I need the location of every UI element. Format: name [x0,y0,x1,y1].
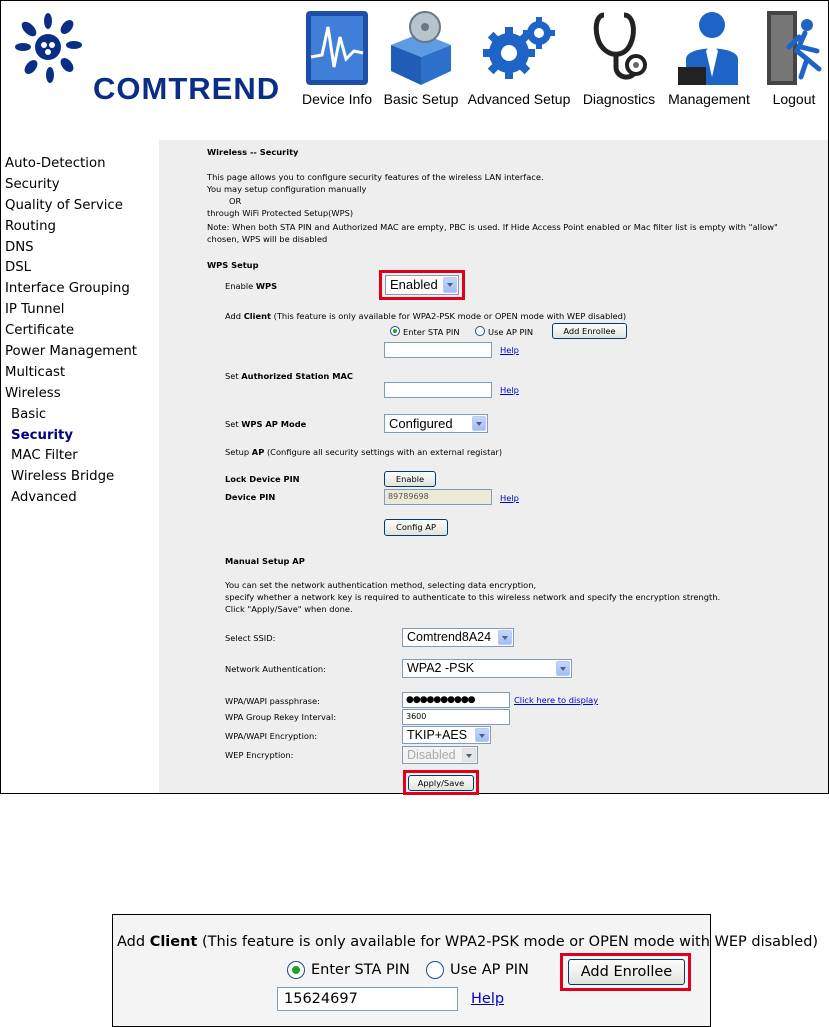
nav-label: Management [668,91,750,107]
wep-encryption-label: WEP Encryption: [225,750,294,760]
sidebar-item-quality-of-service[interactable]: Quality of Service [5,197,123,213]
zoomed-add-client-inset [112,914,819,1027]
sidebar-item-interface-grouping[interactable]: Interface Grouping [5,281,130,297]
encryption-select[interactable]: TKIP+AES [402,726,491,744]
brand-name: COMTREND [93,71,281,106]
intro-text: through WiFi Protected Setup(WPS) [207,208,354,218]
wps-ap-mode-select[interactable]: Configured [384,414,488,433]
passphrase-label: WPA/WAPI passphrase: [225,696,320,706]
chevron-down-icon [556,661,570,676]
device-pin-label: Device PIN [225,492,276,502]
nav-label: Basic Setup [383,91,459,107]
ssid-label: Select SSID: [225,633,276,643]
manual-setup-heading: Manual Setup AP [225,556,305,566]
highlight-box [560,953,691,991]
wep-encryption-select: Disabled [402,746,478,764]
encryption-label: WPA/WAPI Encryption: [225,731,317,741]
page-title: Wireless -- Security [207,147,299,157]
note-text: chosen, WPS will be disabled [207,234,328,244]
sta-pin-input[interactable] [384,342,492,358]
enter-sta-pin-label: Enter STA PIN [403,327,460,337]
use-ap-pin-label: Use AP PIN [488,327,534,337]
sidebar-item-dsl[interactable]: DSL [5,260,32,276]
device-pin-field: 89789698 [384,489,492,505]
manual-desc: Click "Apply/Save" when done. [225,604,353,614]
show-passphrase-link[interactable]: Click here to display [514,695,599,705]
sidebar-item-power-management[interactable]: Power Management [5,344,138,360]
add-client-label: Add Client (This feature is only available for WPA2-PSK mode or OPEN mode with WEP disabled) [225,311,627,321]
network-auth-label: Network Authentication: [225,664,326,674]
chevron-down-icon [498,630,512,645]
sta-pin-input[interactable]: 15624697 [277,987,458,1011]
passphrase-input[interactable]: ●●●●●●●●●● [402,692,510,708]
sidebar-item-wireless-bridge[interactable]: Wireless Bridge [11,469,115,485]
chevron-down-icon [472,416,486,431]
help-link[interactable]: Help [500,345,519,355]
sidebar-item-routing[interactable]: Routing [5,218,56,234]
chevron-down-icon [462,748,476,762]
rekey-interval-label: WPA Group Rekey Interval: [225,712,337,722]
lock-device-pin-label: Lock Device PIN [225,474,300,484]
wireless-security-form [1,1,828,793]
sidebar-item-wireless[interactable]: Wireless [5,385,61,401]
chevron-down-icon [475,728,489,742]
use-ap-pin-label: Use AP PIN [450,962,529,978]
sidebar-item-security[interactable]: Security [5,176,60,192]
sidebar-item-certificate[interactable]: Certificate [5,323,75,339]
sidebar-item-wireless-security[interactable]: Security [11,427,74,443]
help-link[interactable]: Help [500,385,519,395]
nav-label: Advanced Setup [467,91,571,107]
sidebar-item-ip-tunnel[interactable]: IP Tunnel [5,302,65,318]
use-ap-pin-radio[interactable] [426,961,444,979]
sidebar-item-mac-filter[interactable]: MAC Filter [11,448,78,464]
enter-sta-pin-label: Enter STA PIN [311,962,410,978]
use-ap-pin-radio[interactable] [475,326,485,336]
setup-ap-label: Setup AP (Configure all security settings with an external registar) [225,447,503,457]
ssid-select[interactable]: Comtrend8A24 [402,628,514,647]
authorized-mac-input[interactable] [384,382,492,398]
add-enrollee-button[interactable]: Add Enrollee [568,959,685,985]
nav-label: Diagnostics [582,91,656,107]
highlight-box [403,770,479,795]
sidebar-item-dns[interactable]: DNS [5,239,34,255]
apply-save-button[interactable]: Apply/Save [408,775,474,791]
config-ap-button[interactable]: Config AP [384,519,448,536]
help-link[interactable]: Help [471,991,505,1007]
nav-label: Logout [772,91,816,107]
enter-sta-pin-radio[interactable] [287,961,305,979]
note-text: Note: When both STA PIN and Authorized MAC are empty, PBC is used. If Hide Access Point enabled or Mac filter list is empty with "allow" [207,222,778,232]
intro-text: OR [229,196,242,206]
enable-lock-pin-button[interactable]: Enable [384,471,436,487]
sidebar-item-multicast[interactable]: Multicast [5,364,66,380]
authorized-mac-label: Set Authorized Station MAC [225,371,353,381]
network-auth-select[interactable]: WPA2 -PSK [402,659,572,678]
wps-setup-heading: WPS Setup [207,260,259,270]
enable-wps-label: Enable WPS [225,281,278,291]
intro-text: You may setup configuration manually [207,184,367,194]
manual-desc: You can set the network authentication method, selecting data encryption, [225,580,537,590]
rekey-interval-input[interactable]: 3600 [402,709,510,725]
add-enrollee-button[interactable]: Add Enrollee [552,323,627,339]
wps-ap-mode-label: Set WPS AP Mode [225,419,307,429]
sidebar-item-wireless-basic[interactable]: Basic [11,406,47,422]
sidebar-item-advanced[interactable]: Advanced [11,490,77,506]
manual-desc: specify whether a network key is required to authenticate to this wireless network and specify the encryption strength. [225,592,721,602]
intro-text: This page allows you to configure security features of the wireless LAN interface. [207,172,544,182]
sidebar-item-auto-detection[interactable]: Auto-Detection [5,156,106,171]
nav-label: Device Info [301,91,373,107]
enable-wps-select[interactable]: Enabled [385,275,459,295]
highlight-box [379,270,465,300]
enter-sta-pin-radio[interactable] [390,326,400,336]
help-link[interactable]: Help [500,493,519,503]
add-client-label: Add Client (This feature is only available for WPA2-PSK mode or OPEN mode with WEP disabled) [117,934,819,950]
